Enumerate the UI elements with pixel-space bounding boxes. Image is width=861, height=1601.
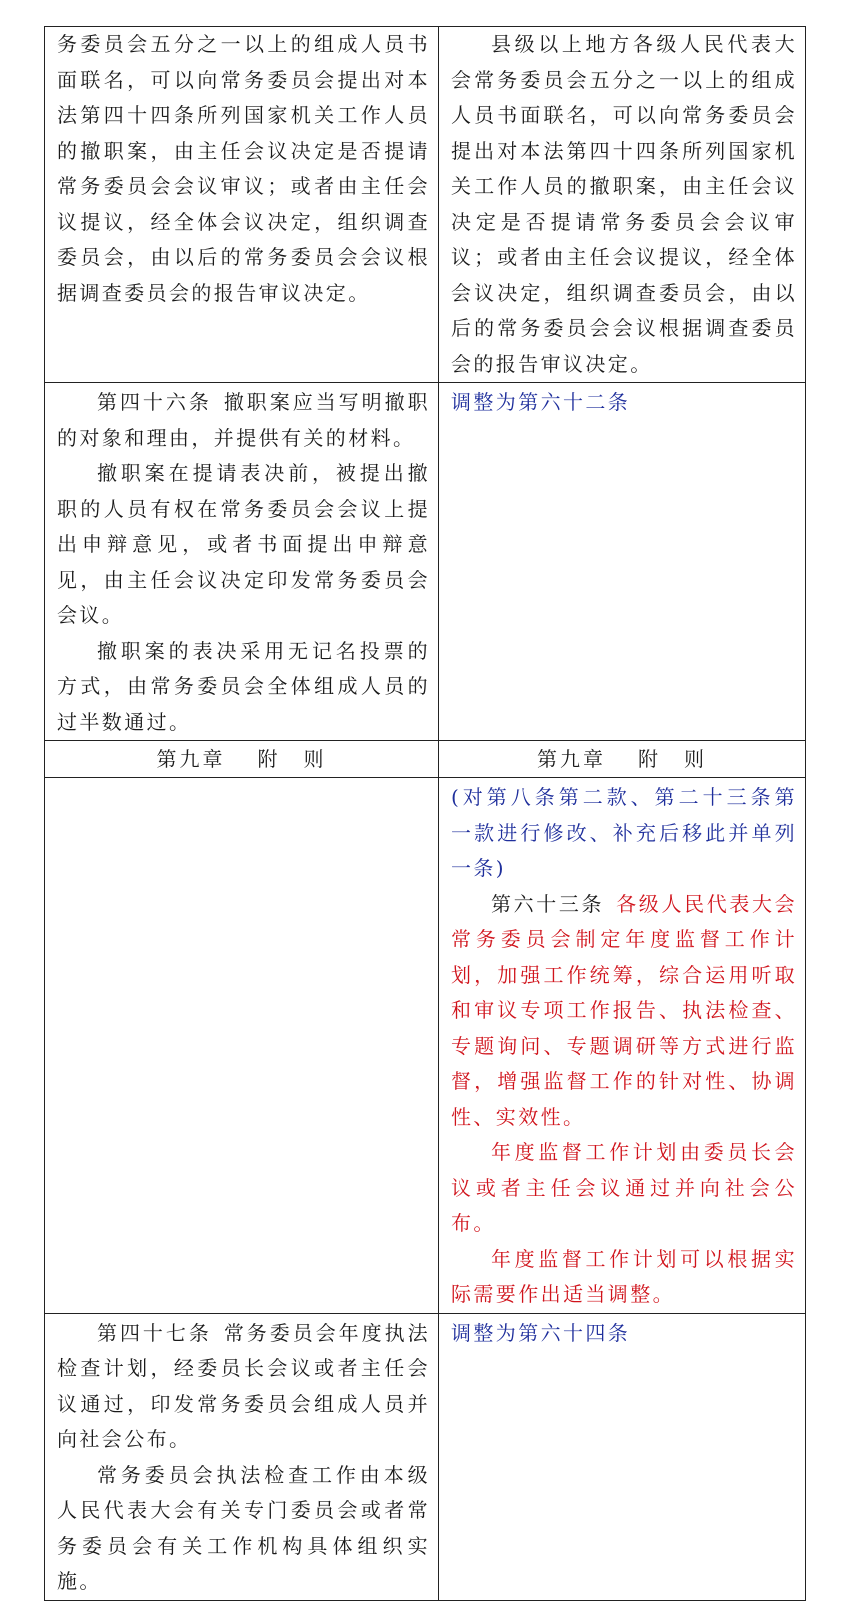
article-number: 第六十三条 [491, 891, 605, 916]
right-cell-revised [439, 383, 806, 741]
left-cell-empty [45, 778, 439, 1314]
paragraph: 年度监督工作计划由委员长会议或者主任会议通过并向社会公布。 [451, 1140, 797, 1235]
paragraph [57, 385, 430, 456]
adjustment-note: 调整为第六十四条 [451, 1320, 631, 1345]
left-cell-original [45, 1313, 439, 1600]
right-cell-revised [439, 778, 806, 1314]
chapter-title: 附 则 [257, 747, 327, 771]
article-number: 第四十六条 [97, 390, 212, 414]
right-cell-revised [439, 1313, 806, 1600]
article-text: 常务委员会年度执法检查计划，经委员长会议或者主任会议通过，印发常务委员会组成人员并向社会公布。 [57, 1320, 430, 1451]
paragraph [451, 887, 797, 1136]
table-row [45, 741, 806, 778]
article-number: 第四十七条 [97, 1320, 212, 1345]
chapter-heading-right [439, 741, 806, 778]
adjustment-note: 调整为第六十二条 [451, 390, 631, 414]
chapter-title: 附 则 [638, 747, 707, 771]
paragraph [57, 1316, 430, 1458]
table-row [45, 778, 806, 1314]
paragraph: 撤职案的表决采用无记名投票的方式，由常务委员会全体组成人员的过半数通过。 [57, 638, 430, 734]
paragraph: 常务委员会执法检查工作由本级人民代表大会有关专门委员会或者常务委员会有关工作机构具体组织实施。 [57, 1462, 430, 1593]
table-row [45, 383, 806, 741]
paragraph: 年度监督工作计划可以根据实际需要作出适当调整。 [451, 1246, 797, 1306]
chapter-heading-left [45, 741, 439, 778]
adjustment-note: (对第八条第二款、第二十三条第一款进行修改、补充后移此并单列一条) [451, 785, 797, 880]
paragraph: 务委员会五分之一以上的组成人员书面联名，可以向常务委员会提出对本法第四十四条所列国家机关工作人员的撤职案，由主任会议决定是否提请常务委员会会议审议；或者由主任会议提议，经全体会议决定，组织调查委员会，由以后的常务委员会会议根据调查委员会的报告审议决定。 [57, 32, 430, 305]
chapter-number: 第九章 [537, 747, 606, 771]
paragraph: 县级以上地方各级人民代表大会常务委员会五分之一以上的组成人员书面联名，可以向常务委员会提出对本法第四十四条所列国家机关工作人员的撤职案，由主任会议决定是否提请常务委员会会议审议；或者由主任会议提议，经全体会议决定，组织调查委员会，由以后的常务委员会会议根据调查委员会的报告审议决定。 [451, 32, 797, 376]
left-cell-original [45, 27, 439, 383]
chapter-number: 第九章 [156, 747, 226, 771]
paragraph: 撤职案在提请表决前，被提出撤职的人员有权在常务委员会会议上提出申辩意见，或者书面提出申辩意见，由主任会议决定印发常务委员会会议。 [57, 461, 430, 627]
table-row [45, 27, 806, 383]
right-cell-revised [439, 27, 806, 383]
article-text: 撤职案应当写明撤职的对象和理由，并提供有关的材料。 [57, 390, 430, 450]
comparison-table [44, 26, 806, 1601]
left-cell-original [45, 383, 439, 741]
table-row [45, 1313, 806, 1600]
article-text: 各级人民代表大会常务委员会制定年度监督工作计划，加强工作统筹，综合运用听取和审议专项工作报告、执法检查、专题询问、专题调研等方式进行监督，增强监督工作的针对性、协调性、实效性。 [451, 891, 798, 1129]
